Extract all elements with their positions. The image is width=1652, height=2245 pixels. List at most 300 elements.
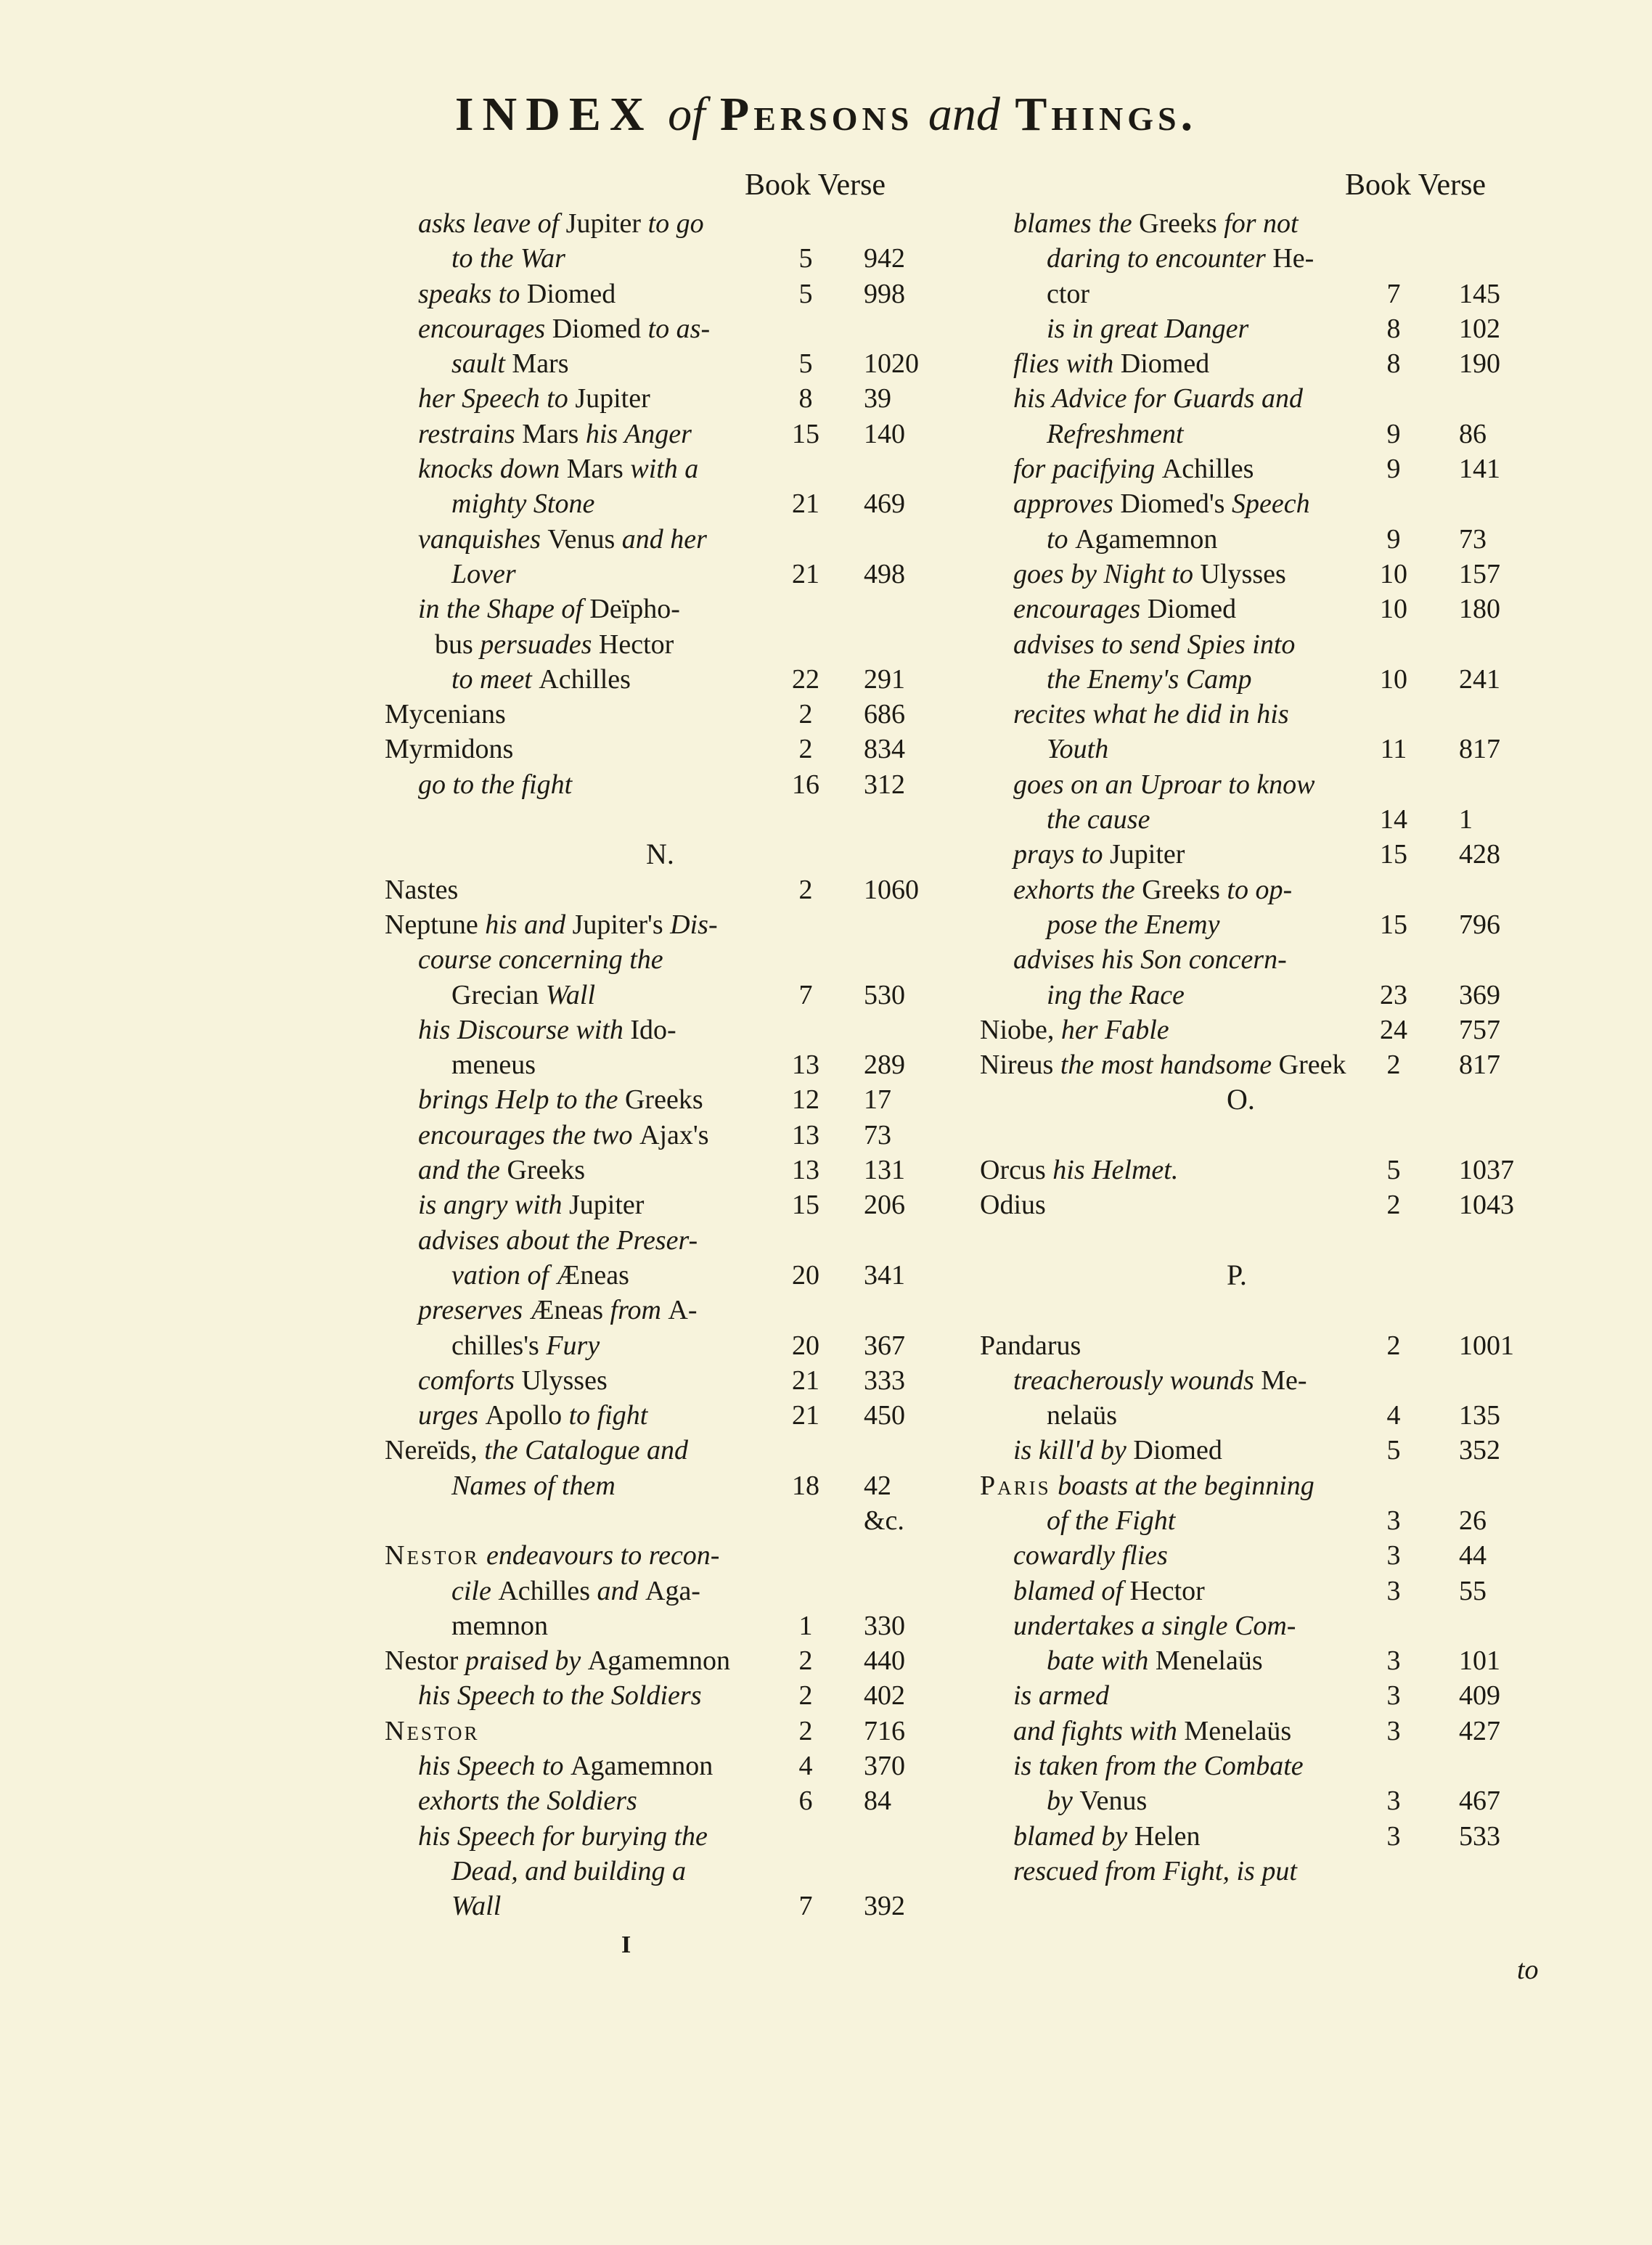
- book-number: 3: [1386, 1540, 1401, 1571]
- entry-segment: Me-: [1261, 1365, 1307, 1396]
- entry-text: [418, 1082, 703, 1117]
- index-entry: [980, 1153, 1561, 1187]
- entry-text: [1047, 417, 1184, 451]
- entry-segment: endeavours to recon-: [479, 1540, 720, 1571]
- entry-segment: for not: [1216, 208, 1299, 239]
- book-number: 6: [798, 1786, 813, 1817]
- entry-segment: Diomed's: [1120, 488, 1225, 520]
- book-number: 7: [798, 1891, 813, 1922]
- entry-segment: bus: [435, 629, 473, 660]
- index-entry: [385, 767, 965, 802]
- index-entry: [980, 522, 1561, 557]
- entry-segment: advises his Son concern-: [1013, 944, 1287, 976]
- entry-segment: from: [603, 1295, 668, 1326]
- entry-segment: praised by: [458, 1645, 588, 1677]
- verse-number: 145: [1459, 278, 1500, 309]
- entry-segment: daring to encounter: [1047, 243, 1273, 274]
- book-number: 3: [1386, 1505, 1401, 1536]
- index-entry: [980, 241, 1561, 276]
- entry-segment: Venus: [1079, 1786, 1148, 1817]
- entry-text: [1013, 1363, 1307, 1398]
- entry-segment: sault: [451, 348, 512, 380]
- entry-text: [1013, 1433, 1222, 1468]
- index-entry: [980, 1643, 1561, 1678]
- index-entry: [385, 522, 965, 557]
- column-header: [745, 167, 886, 203]
- index-entry: [385, 1503, 965, 1538]
- index-entry: [385, 1678, 965, 1713]
- book-number: 2: [798, 874, 813, 905]
- title-of: of: [668, 88, 706, 141]
- entry-segment: course concerning the: [418, 944, 663, 976]
- book-number: 21: [792, 558, 819, 589]
- index-entry: [980, 1714, 1561, 1749]
- book-number: 21: [792, 488, 819, 520]
- entry-segment: encourages: [418, 313, 552, 344]
- entry-text: [418, 1293, 698, 1328]
- entry-segment: Nestor: [385, 1715, 480, 1746]
- book-number: 2: [798, 1680, 813, 1712]
- entry-segment: Achilles: [498, 1575, 590, 1606]
- book-number: 9: [1386, 523, 1401, 555]
- index-entry: [980, 837, 1561, 872]
- entry-segment: Diomed: [552, 313, 642, 344]
- verse-number: 39: [864, 383, 891, 414]
- entry-text: [1047, 732, 1108, 766]
- verse-number: 370: [864, 1751, 905, 1782]
- index-entry: [980, 1468, 1561, 1503]
- verse-number: 942: [864, 243, 905, 274]
- entry-text: [385, 1714, 479, 1749]
- book-number: 2: [1386, 1330, 1401, 1361]
- verse-number: 84: [864, 1786, 891, 1817]
- book-number: 16: [792, 769, 819, 800]
- index-entry: [980, 1538, 1561, 1573]
- verse-number: 131: [864, 1155, 905, 1186]
- verse-number: 1043: [1459, 1190, 1514, 1221]
- verse-number: 450: [864, 1400, 905, 1431]
- index-entry: [385, 1363, 965, 1398]
- index-entry: [385, 1714, 965, 1749]
- entry-segment: Greeks: [624, 1084, 703, 1116]
- entry-text: [451, 1608, 548, 1643]
- entry-text: [385, 732, 513, 766]
- book-number: 9: [1386, 454, 1401, 485]
- index-entry: [385, 1889, 965, 1923]
- index-entry: [980, 1608, 1561, 1643]
- entry-segment: advises to send Spies into: [1013, 629, 1296, 660]
- index-entry: [980, 1854, 1561, 1889]
- verse-number: 101: [1459, 1645, 1500, 1677]
- index-entry: [385, 942, 965, 977]
- entry-segment: to fight: [562, 1400, 648, 1431]
- verse-number: 469: [864, 488, 905, 520]
- entry-segment: Diomed: [1120, 348, 1210, 380]
- index-entry: [385, 592, 965, 626]
- entry-text: [1047, 1503, 1175, 1538]
- entry-segment: bate with: [1047, 1645, 1156, 1677]
- entry-text: [451, 346, 569, 381]
- entry-segment: Agamemnon: [571, 1751, 713, 1782]
- entry-segment: is taken from the Combate: [1013, 1751, 1304, 1782]
- book-number: 5: [1386, 1155, 1401, 1186]
- verse-number: 367: [864, 1330, 905, 1361]
- index-entry: [385, 1328, 965, 1363]
- verse-number: 102: [1459, 313, 1500, 344]
- entry-segment: boasts at the beginning: [1050, 1470, 1314, 1501]
- entry-segment: Ajax's: [639, 1119, 709, 1150]
- index-entry: [385, 206, 965, 241]
- index-entry: [980, 662, 1561, 697]
- section-letter: [385, 837, 965, 872]
- verse-number: 289: [864, 1050, 905, 1081]
- entry-segment: blames the: [1013, 208, 1140, 239]
- entry-segment: Nestor: [385, 1540, 480, 1571]
- index-entry: [385, 1819, 965, 1854]
- entry-text: [1047, 802, 1150, 837]
- index-entry: [385, 627, 965, 662]
- section-letter-text: N.: [646, 838, 674, 871]
- entry-segment: to go: [641, 208, 704, 239]
- entry-segment: is in great Danger: [1047, 313, 1249, 344]
- entry-segment: pose the Enemy: [1047, 909, 1220, 940]
- entry-text: [980, 1468, 1314, 1503]
- book-number: 2: [1386, 1190, 1401, 1221]
- verse-number: 998: [864, 278, 905, 309]
- entry-segment: encourages: [1013, 594, 1148, 625]
- entry-segment: advises about the Preser-: [418, 1224, 698, 1256]
- book-number: 22: [792, 663, 819, 695]
- index-entry: [385, 662, 965, 697]
- entry-segment: his Speech to: [418, 1751, 571, 1782]
- entry-text: [385, 872, 458, 907]
- entry-text: [1047, 907, 1219, 942]
- entry-segment: his Advice for Guards and: [1013, 383, 1303, 414]
- verse-number: 498: [864, 558, 905, 589]
- index-entry: [385, 1468, 965, 1503]
- entry-segment: to: [1047, 523, 1076, 555]
- entry-text: [418, 277, 616, 311]
- entry-text: [1047, 241, 1314, 276]
- verse-number: 467: [1459, 1786, 1500, 1817]
- index-entry: [385, 1118, 965, 1153]
- verse-number: 427: [1459, 1715, 1500, 1746]
- entry-text: [418, 1749, 713, 1783]
- book-number: 10: [1380, 558, 1407, 589]
- index-entry: [980, 802, 1561, 837]
- index-entry: [980, 767, 1561, 802]
- entry-segment: Mars: [566, 454, 623, 485]
- book-number: 12: [792, 1084, 819, 1116]
- book-number: 15: [792, 418, 819, 449]
- index-entry: [980, 346, 1561, 381]
- verse-number: 834: [864, 734, 905, 765]
- entry-segment: and the: [418, 1155, 507, 1186]
- blank-row: [385, 802, 965, 837]
- entry-text: [1013, 1819, 1200, 1854]
- entry-segment: Speech: [1224, 488, 1310, 520]
- index-entry: [385, 277, 965, 311]
- verse-number: 73: [1459, 523, 1487, 555]
- entry-segment: her Fable: [1054, 1014, 1169, 1045]
- book-number: 8: [1386, 348, 1401, 380]
- index-entry: [385, 486, 965, 521]
- entry-segment: encourages the two: [418, 1119, 640, 1150]
- book-number: 11: [1380, 734, 1407, 765]
- verse-number: 757: [1459, 1014, 1500, 1045]
- blank-row: [980, 1223, 1561, 1258]
- section-letter-text: P.: [1227, 1258, 1247, 1291]
- entry-segment: He-: [1272, 243, 1314, 274]
- entry-text: [1047, 277, 1089, 311]
- entry-segment: Myrmidons: [385, 734, 514, 765]
- index-entry: [980, 907, 1561, 942]
- index-entry: [385, 1854, 965, 1889]
- entry-text: [980, 1328, 1081, 1363]
- entry-segment: blamed by: [1013, 1820, 1134, 1852]
- entry-segment: Names of them: [451, 1470, 616, 1501]
- entry-segment: Dis-: [663, 909, 718, 940]
- index-entry: [980, 1047, 1561, 1082]
- entry-segment: Mycenians: [385, 699, 506, 730]
- index-entry: [385, 417, 965, 451]
- book-number: 4: [798, 1751, 813, 1782]
- entry-segment: Mars: [522, 418, 579, 449]
- entry-text: [1013, 697, 1289, 732]
- verse-number: 206: [864, 1190, 905, 1221]
- verse-number: 533: [1459, 1820, 1500, 1852]
- book-number: 5: [1386, 1435, 1401, 1466]
- entry-text: [1047, 1643, 1263, 1678]
- entry-segment: knocks down: [418, 454, 567, 485]
- entry-segment: Ido-: [630, 1014, 676, 1045]
- entry-text: [1013, 381, 1303, 416]
- entry-text: [418, 311, 710, 346]
- entry-segment: and: [590, 1575, 645, 1606]
- book-number: 23: [1380, 979, 1407, 1010]
- entry-text: [451, 1574, 700, 1608]
- entry-segment: undertakes a single Com-: [1013, 1610, 1296, 1641]
- entry-text: [418, 451, 698, 486]
- title-persons: Persons: [719, 88, 914, 141]
- section-letter: [980, 1082, 1561, 1117]
- entry-segment: Mars: [512, 348, 569, 380]
- title-and: and: [928, 88, 1000, 141]
- entry-segment: for pacifying: [1013, 454, 1162, 485]
- verse-number: 312: [864, 769, 905, 800]
- entry-text: [1013, 592, 1236, 626]
- entry-segment: Achilles: [1161, 454, 1254, 485]
- entry-segment: the cause: [1047, 804, 1150, 835]
- verse-number: 86: [1459, 418, 1487, 449]
- entry-segment: Jupiter: [565, 208, 642, 239]
- entry-segment: Neptune: [385, 909, 478, 940]
- entry-segment: prays to: [1013, 839, 1110, 870]
- entry-text: [418, 1678, 701, 1713]
- entry-segment: Menelaüs: [1155, 1645, 1263, 1677]
- entry-text: [451, 1258, 629, 1293]
- index-entry: [980, 381, 1561, 416]
- entry-text: [418, 1013, 676, 1047]
- index-entry: [980, 1574, 1561, 1608]
- entry-text: [418, 522, 707, 557]
- index-entry: [980, 451, 1561, 486]
- entry-text: [1013, 206, 1299, 241]
- entry-segment: flies with: [1013, 348, 1121, 380]
- entry-text: [451, 1047, 536, 1082]
- index-entry: [385, 1608, 965, 1643]
- book-number: 3: [1386, 1786, 1401, 1817]
- entry-segment: Wall: [451, 1891, 502, 1922]
- entry-segment: her Speech to: [418, 383, 576, 414]
- entry-segment: ing the Race: [1047, 979, 1185, 1010]
- verse-number: 796: [1459, 909, 1500, 940]
- verse-number: 140: [864, 418, 905, 449]
- index-entry: [980, 557, 1561, 592]
- entry-text: [435, 627, 674, 662]
- entry-text: [1013, 942, 1287, 977]
- index-entry: [980, 1783, 1561, 1818]
- entry-text: [451, 662, 631, 697]
- index-entry: [980, 872, 1561, 907]
- entry-segment: Menelaüs: [1184, 1715, 1292, 1746]
- book-number: 7: [798, 979, 813, 1010]
- entry-segment: Diomed: [1147, 594, 1237, 625]
- entry-text: [1013, 767, 1315, 802]
- index-entry: [385, 1643, 965, 1678]
- entry-segment: Jupiter: [568, 1190, 645, 1221]
- index-entry: [385, 1433, 965, 1468]
- index-entries: [385, 206, 965, 1924]
- entry-segment: the Enemy's Camp: [1047, 663, 1252, 695]
- entry-text: [418, 1398, 647, 1433]
- entry-segment: Refreshment: [1047, 418, 1184, 449]
- entry-text: [385, 1643, 730, 1678]
- index-entry: [385, 1187, 965, 1222]
- entry-text: [418, 942, 663, 977]
- book-number: 8: [798, 383, 813, 414]
- entry-segment: approves: [1013, 488, 1121, 520]
- entry-segment: Wall: [539, 979, 596, 1010]
- entry-text: [451, 978, 595, 1013]
- entry-segment: goes on an Uproar to know: [1013, 769, 1315, 800]
- index-entry: [980, 1187, 1561, 1222]
- index-entry: [385, 907, 965, 942]
- entry-segment: his Speech for burying the: [418, 1820, 708, 1852]
- verse-number: 157: [1459, 558, 1500, 589]
- verse-number: 1: [1459, 804, 1473, 835]
- entry-segment: Diomed: [1133, 1435, 1222, 1466]
- entry-segment: Greeks: [507, 1155, 586, 1186]
- index-entry: [385, 1574, 965, 1608]
- entry-segment: Achilles: [539, 663, 631, 695]
- verse-number: 17: [864, 1084, 891, 1116]
- entry-segment: ctor: [1047, 278, 1090, 309]
- book-number: 21: [792, 1400, 819, 1431]
- verse-number: 42: [864, 1470, 891, 1501]
- book-number: 5: [798, 348, 813, 380]
- index-entry: [980, 1503, 1561, 1538]
- entry-text: [1013, 346, 1209, 381]
- book-number: 8: [1386, 313, 1401, 344]
- entry-segment: restrains: [418, 418, 523, 449]
- right-column: [980, 167, 1561, 1938]
- entry-text: [451, 1889, 501, 1923]
- verse-number: 341: [864, 1259, 905, 1291]
- entry-text: [418, 1819, 708, 1854]
- title-index: INDEX: [454, 88, 653, 141]
- entry-segment: Greeks: [1142, 874, 1220, 905]
- entry-segment: speaks to: [418, 278, 527, 309]
- verse-number: 291: [864, 663, 905, 695]
- entry-text: [1047, 311, 1248, 346]
- entry-segment: memnon: [451, 1610, 548, 1641]
- entry-segment: vanquishes: [418, 523, 548, 555]
- entry-text: [451, 1854, 686, 1889]
- index-entry: [385, 451, 965, 486]
- entry-text: [418, 381, 650, 416]
- book-number: 3: [1386, 1645, 1401, 1677]
- entry-segment: in the Shape of: [418, 594, 590, 625]
- entry-segment: Hector: [598, 629, 674, 660]
- verse-number: &c.: [864, 1505, 904, 1536]
- entry-text: [385, 907, 718, 942]
- catchword: to: [1517, 1955, 1539, 1985]
- index-entry: [980, 627, 1561, 662]
- entry-text: [385, 1538, 719, 1573]
- entry-segment: his Helmet.: [1045, 1155, 1179, 1186]
- entry-segment: Apollo: [485, 1400, 563, 1431]
- entry-segment: by: [1047, 1786, 1080, 1817]
- verse-number: 55: [1459, 1575, 1487, 1606]
- section-letter-text: O.: [1227, 1083, 1255, 1116]
- entry-text: [385, 1433, 688, 1468]
- index-entry: [980, 1433, 1561, 1468]
- book-number: 4: [1386, 1400, 1401, 1431]
- book-number: 3: [1386, 1680, 1401, 1712]
- verse-number: 44: [1459, 1540, 1487, 1571]
- entry-segment: his Speech to the Soldiers: [418, 1680, 702, 1712]
- entry-text: [1047, 522, 1217, 557]
- entry-segment: Ulysses: [521, 1365, 608, 1396]
- entry-text: [1013, 451, 1254, 486]
- entry-text: [980, 1047, 1346, 1082]
- entry-text: [1047, 662, 1252, 697]
- entry-segment: Dead, and building a: [451, 1855, 686, 1886]
- entry-segment: go to the fight: [418, 769, 573, 800]
- verse-number: 409: [1459, 1680, 1500, 1712]
- book-number: 3: [1386, 1575, 1401, 1606]
- entry-text: [1013, 1749, 1304, 1783]
- entry-segment: the Catalogue and: [477, 1435, 688, 1466]
- index-entry: [980, 1013, 1561, 1047]
- entry-text: [1047, 978, 1185, 1013]
- entry-text: [1013, 557, 1286, 592]
- entry-segment: and fights with: [1013, 1715, 1185, 1746]
- entry-text: [980, 1187, 1046, 1222]
- entry-text: [1013, 837, 1185, 872]
- entry-segment: Nireus: [980, 1050, 1054, 1081]
- verse-header: Verse: [1418, 168, 1487, 202]
- book-number: 13: [792, 1050, 819, 1081]
- book-number: 2: [798, 1715, 813, 1746]
- entry-text: [980, 1013, 1169, 1047]
- entry-segment: Lover: [451, 558, 516, 589]
- entry-segment: to meet: [451, 663, 539, 695]
- index-entry: [980, 206, 1561, 241]
- verse-number: 1060: [864, 874, 919, 905]
- index-entry: [980, 978, 1561, 1013]
